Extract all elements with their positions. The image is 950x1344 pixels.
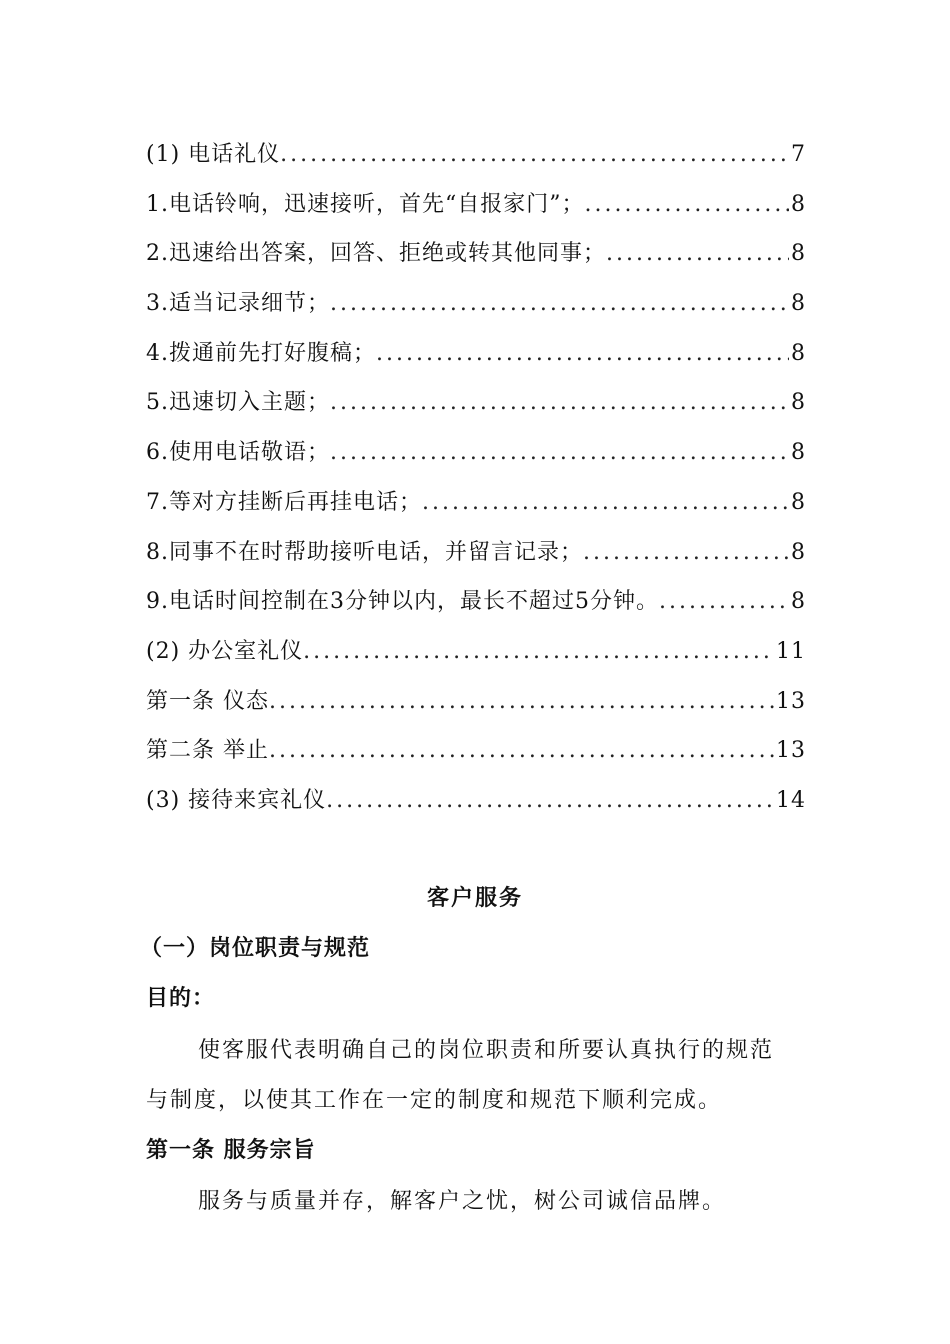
toc-entry-page: 8: [791, 489, 806, 515]
purpose-paragraph: [146, 1026, 806, 1126]
toc-entry[interactable]: [146, 329, 806, 379]
toc-entry-page: 8: [791, 589, 806, 615]
toc-entry[interactable]: [146, 776, 806, 826]
toc-entry-page: 7: [791, 142, 806, 167]
toc-entry[interactable]: [146, 428, 806, 478]
toc-entry-label: 2.迅速给出答案，回答、拒绝或转其他同事；: [146, 241, 606, 267]
toc-entry-label: 第一条 仪态: [146, 688, 269, 714]
toc-dot-leader: [330, 279, 789, 329]
toc-entry[interactable]: [146, 130, 806, 180]
toc-entry-label: (1) 电话礼仪: [146, 142, 281, 167]
toc-dot-leader: [659, 577, 789, 627]
toc-entry-label: 8.同事不在时帮助接听电话，并留言记录；: [146, 539, 583, 565]
section-title: 客户服务: [426, 885, 523, 911]
toc-entry-page: 8: [791, 291, 806, 317]
toc-entry-page: 11: [776, 638, 806, 664]
toc-dot-leader: [303, 627, 774, 677]
toc-dot-leader: [269, 677, 774, 727]
toc-dot-leader: [376, 329, 789, 379]
toc-entry-page: 8: [791, 191, 806, 217]
toc-entry[interactable]: [146, 726, 806, 776]
toc-dot-leader: [280, 130, 789, 180]
toc-entry-label: 6.使用电话敬语；: [146, 440, 330, 466]
toc-dot-leader: [330, 428, 789, 478]
toc-entry-page: 8: [791, 340, 806, 366]
toc-entry[interactable]: [146, 180, 806, 230]
toc-entry-label: 3.适当记录细节；: [146, 291, 330, 317]
toc-entry-page: 8: [791, 539, 806, 565]
toc-entry-page: 14: [776, 787, 806, 813]
paragraph-line: 与制度，以使其工作在一定的制度和规范下顺利完成。: [146, 1088, 723, 1113]
article-heading: 第一条 服务宗旨: [146, 1137, 316, 1163]
toc-entry-label: 5.迅速切入主题；: [146, 390, 330, 416]
toc-entry-label: (2) 办公室礼仪: [146, 638, 304, 664]
service-purpose-paragraph: [146, 1177, 806, 1227]
toc-entry-label: 4.拨通前先打好腹稿；: [146, 340, 376, 366]
toc-entry[interactable]: [146, 627, 806, 677]
toc-entry-label: 9.电话时间控制在3分钟以内，最长不超过5分钟。: [146, 589, 659, 615]
paragraph-line: 使客服代表明确自己的岗位职责和所要认真执行的规范: [198, 1038, 775, 1063]
toc-entry-page: 8: [791, 390, 806, 416]
toc-dot-leader: [606, 229, 789, 279]
toc-entry[interactable]: [146, 577, 806, 627]
toc-entry[interactable]: [146, 229, 806, 279]
toc-entry-page: 13: [776, 688, 806, 714]
toc-entry[interactable]: [146, 478, 806, 528]
toc-entry[interactable]: [146, 378, 806, 428]
toc-dot-leader: [269, 726, 774, 776]
toc-dot-leader: [585, 180, 790, 230]
toc-entry-label: 1.电话铃响，迅速接听，首先“自报家门”；: [146, 191, 585, 217]
toc-entry[interactable]: [146, 279, 806, 329]
toc-entry-page: 8: [791, 241, 806, 267]
toc-entry-label: 7.等对方挂断后再挂电话；: [146, 489, 422, 515]
toc-dot-leader: [422, 478, 789, 528]
toc-entry[interactable]: [146, 677, 806, 727]
section-heading: （一）岗位职责与规范: [140, 935, 371, 961]
table-of-contents: [146, 130, 806, 826]
toc-entry-label: (3) 接待来宾礼仪: [146, 787, 327, 813]
paragraph-line: 服务与质量并存，解客户之忧，树公司诚信品牌。: [198, 1189, 727, 1214]
toc-entry-page: 13: [776, 738, 806, 764]
toc-entry[interactable]: [146, 528, 806, 578]
purpose-heading: 目的：: [146, 985, 216, 1011]
toc-dot-leader: [330, 378, 789, 428]
toc-entry-label: 第二条 举止: [146, 738, 269, 764]
toc-entry-page: 8: [791, 440, 806, 466]
toc-dot-leader: [326, 776, 774, 826]
toc-dot-leader: [583, 528, 789, 578]
